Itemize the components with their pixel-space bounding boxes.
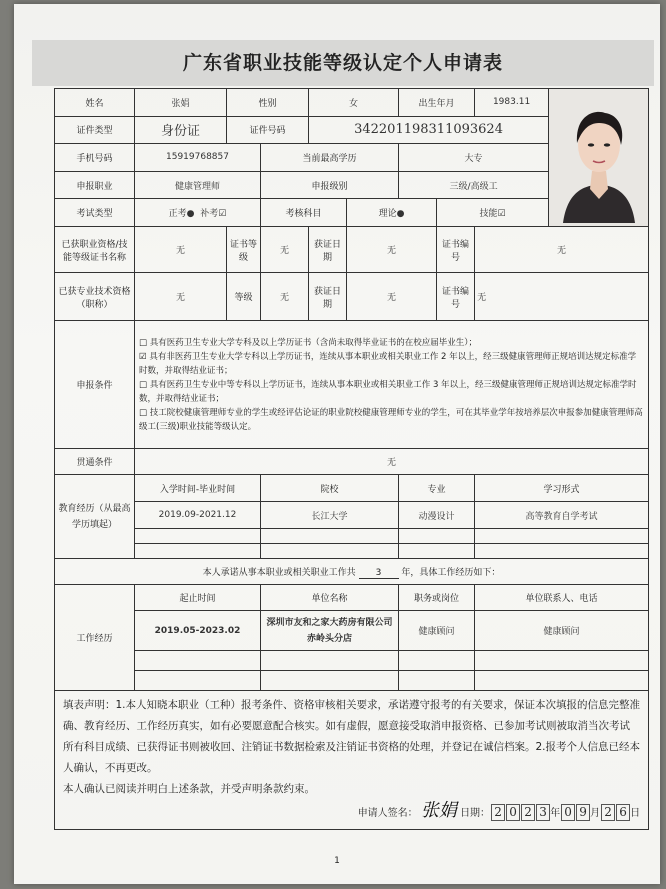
pro-title-label: 已获专业技术资格（职称） — [55, 273, 135, 321]
exam-type-label: 考试类型 — [55, 199, 135, 227]
edu-header-mode: 学习形式 — [475, 475, 649, 502]
id-type-value: 身份证 — [135, 116, 227, 144]
condition-item: ☑ 具有非医药卫生专业大学专科以上学历证书，连续从事本职业或相关职业工作 2 年以上，经三级健康管理师正规培训达规定标准学时数，并取得结业证书； — [139, 351, 637, 376]
signature-label: 申请人签名： — [357, 808, 418, 819]
regular-exam-radio: ● — [186, 209, 195, 220]
exam-type-options — [135, 199, 261, 227]
pass-condition-value: 无 — [135, 449, 649, 475]
cert-number-label: 证书编号 — [437, 227, 475, 273]
table-row — [55, 651, 649, 671]
table-row — [55, 671, 649, 691]
confirmation-text: 本人确认已阅读并明白上述条款，并受声明条款约束。 — [63, 783, 315, 795]
declaration-text: 填表声明：1.本人知晓本职业（工种）报考条件、资格审核相关要求，承诺遵守报考的有关要求，保证本次填报的信息完整准确、教育经历、工作经历真实，如有必要愿意配合核实。如有虚假，愿意接受取消申报资格、已参加考试则被取消当次考试所有科目成绩、已获得证书则被收回、注销证书数据检索及注销证书资格的处理，并登记在诚信档案。2.报考个人信息已经本人确认，不再更改。 — [63, 699, 641, 774]
theory-radio: ● — [396, 209, 405, 220]
date-label: 日期： — [460, 808, 491, 819]
exam-subject-label: 考核科目 — [261, 199, 347, 227]
cert-date-value: 无 — [347, 227, 437, 273]
date-digit: 2 — [601, 804, 615, 821]
pro-number-value: 无 — [475, 273, 649, 321]
work-commitment — [55, 559, 649, 585]
regular-exam-label: 正考 — [168, 209, 187, 220]
signature-line — [63, 800, 640, 825]
makeup-exam-label: 补考 — [200, 209, 219, 220]
edu-header-major: 专业 — [399, 475, 475, 502]
edu-major: 动漫设计 — [399, 502, 475, 529]
date-digit: 9 — [576, 804, 590, 821]
date-digit: 2 — [521, 804, 535, 821]
edu-school: 长江大学 — [261, 502, 399, 529]
level-label: 申报级别 — [261, 171, 399, 199]
condition-item: □ 具有医药卫生专业大学专科及以上学历证书（含尚未取得毕业证书的在校应届毕业生）； — [139, 337, 477, 348]
education-label: 当前最高学历 — [261, 144, 399, 172]
work-years-value: 3 — [359, 568, 399, 579]
date-digit: 6 — [616, 804, 630, 821]
skill-label: 技能 — [479, 209, 498, 220]
skill-option — [437, 199, 549, 227]
year-label: 年 — [550, 808, 561, 819]
work-position: 健康顾问 — [399, 611, 475, 651]
form-title: 广东省职业技能等级认定个人申请表 — [32, 40, 654, 86]
condition-item: □ 技工院校健康管理师专业的学生或经评估论证的职业院校健康管理师专业的学生，可在其毕业学年按培养层次申报参加健康管理师高级工(三级)职业技能等级认定。 — [139, 407, 643, 432]
date-digit: 0 — [506, 804, 520, 821]
pass-condition-label: 贯通条件 — [55, 449, 135, 475]
phone-label: 手机号码 — [55, 144, 135, 172]
table-row — [55, 611, 649, 651]
table-row — [55, 544, 649, 559]
name-label: 姓名 — [55, 89, 135, 117]
work-header-employer: 单位名称 — [261, 585, 399, 611]
name-value: 张娟 — [135, 89, 227, 117]
level-value: 三级/高级工 — [399, 171, 549, 199]
work-header-contact: 单位联系人、电话 — [475, 585, 649, 611]
table-row — [55, 502, 649, 529]
day-label: 日 — [630, 808, 641, 819]
application-table — [54, 88, 649, 830]
theory-option — [347, 199, 437, 227]
education-value: 大专 — [399, 144, 549, 172]
phone-value: 15919768857 — [135, 144, 261, 172]
signature-value: 张娟 — [420, 800, 457, 821]
conditions-label: 申报条件 — [55, 321, 135, 449]
work-header-position: 职务或岗位 — [399, 585, 475, 611]
gender-label: 性别 — [227, 89, 309, 117]
occupation-label: 申报职业 — [55, 171, 135, 199]
work-header-period: 起止时间 — [135, 585, 261, 611]
cert-level-value: 无 — [261, 227, 309, 273]
education-history-label: 教育经历（从最高学历填起） — [55, 475, 135, 559]
theory-label: 理论 — [378, 209, 397, 220]
cert-held-label: 已获职业资格/技能等级证书名称 — [55, 227, 135, 273]
birth-value: 1983.11 — [475, 89, 549, 117]
month-label: 月 — [590, 808, 601, 819]
table-row — [55, 529, 649, 544]
cert-held-value: 无 — [135, 227, 227, 273]
date-digit: 0 — [561, 804, 575, 821]
edu-header-period: 入学时间-毕业时间 — [135, 475, 261, 502]
work-contact: 健康顾问 — [475, 611, 649, 651]
pro-date-value: 无 — [347, 273, 437, 321]
work-employer: 深圳市友和之家大药房有限公司赤岭头分店 — [261, 611, 399, 651]
skill-checkbox: ☑ — [497, 209, 506, 220]
work-commit-prefix: 本人承诺从事本职业或相关职业工作共 — [202, 567, 356, 578]
occupation-value: 健康管理师 — [135, 171, 261, 199]
work-commit-suffix: 年，具体工作经历如下： — [401, 567, 501, 578]
birth-label: 出生年月 — [399, 89, 475, 117]
conditions-list — [135, 321, 649, 449]
pro-date-label: 获证日期 — [309, 273, 347, 321]
declaration-block — [55, 691, 649, 830]
application-form-paper — [14, 4, 660, 884]
gender-value: 女 — [309, 89, 399, 117]
cert-date-label: 获证日期 — [309, 227, 347, 273]
work-period: 2019.05-2023.02 — [135, 611, 261, 651]
cert-number-value: 无 — [475, 227, 649, 273]
edu-mode: 高等教育自学考试 — [475, 502, 649, 529]
id-type-label: 证件类型 — [55, 116, 135, 144]
makeup-exam-checkbox: ☑ — [218, 209, 227, 220]
pro-title-value: 无 — [135, 273, 227, 321]
pro-grade-label: 等级 — [227, 273, 261, 321]
id-number-label: 证件号码 — [227, 116, 309, 144]
edu-header-school: 院校 — [261, 475, 399, 502]
pro-number-label: 证书编号 — [437, 273, 475, 321]
work-history-label: 工作经历 — [55, 585, 135, 691]
applicant-photo — [549, 89, 649, 227]
page-number: 1 — [334, 856, 340, 866]
edu-period: 2019.09-2021.12 — [135, 502, 261, 529]
pro-grade-value: 无 — [261, 273, 309, 321]
date-digit: 2 — [491, 804, 505, 821]
condition-item: □ 具有医药卫生专业中等专科以上学历证书，连续从事本职业或相关职业工作 3 年以上，经三级健康管理师正规培训达规定标准学时数，并取得结业证书； — [139, 379, 637, 404]
cert-level-label: 证书等级 — [227, 227, 261, 273]
id-number-value: 342201198311093624 — [309, 116, 549, 144]
portrait-image — [549, 89, 649, 223]
date-digit: 3 — [536, 804, 550, 821]
